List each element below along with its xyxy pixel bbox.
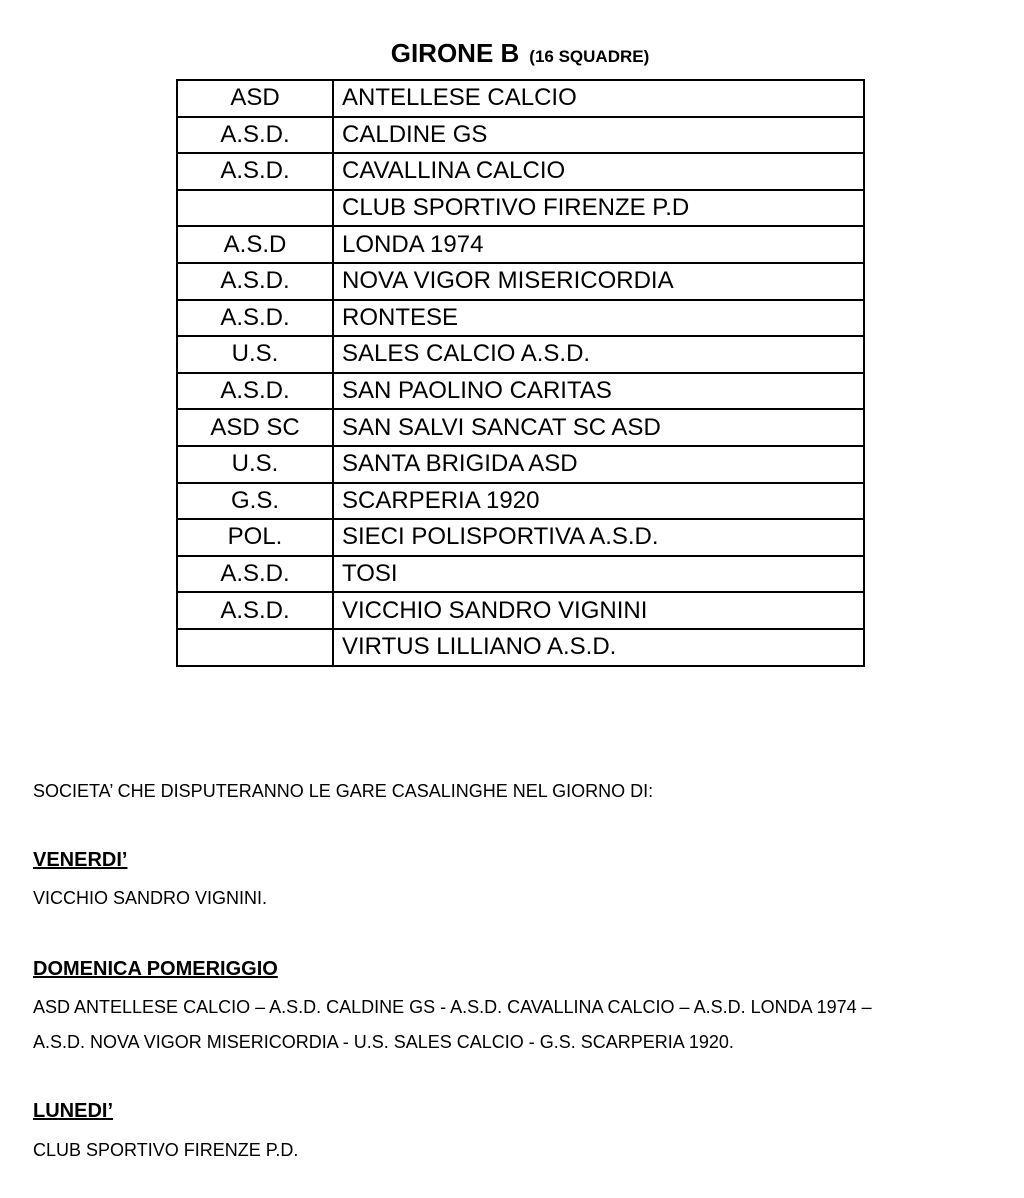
team-name: RONTESE bbox=[333, 300, 864, 337]
team-prefix bbox=[177, 629, 333, 666]
sunday-teams-line: A.S.D. NOVA VIGOR MISERICORDIA - U.S. SALES CALCIO - G.S. SCARPERIA 1920. bbox=[33, 1032, 734, 1052]
table-row bbox=[177, 556, 864, 593]
team-name: CALDINE GS bbox=[333, 117, 864, 154]
team-name: LONDA 1974 bbox=[333, 226, 864, 263]
team-count: (16 SQUADRE) bbox=[529, 47, 650, 66]
friday-teams bbox=[33, 881, 267, 916]
monday-heading: LUNEDI’ bbox=[33, 1100, 113, 1122]
table-row bbox=[177, 117, 864, 154]
team-prefix: A.S.D. bbox=[177, 117, 333, 154]
table-row bbox=[177, 336, 864, 373]
group-title: GIRONE B bbox=[390, 38, 520, 68]
team-prefix: A.S.D. bbox=[177, 153, 333, 190]
team-prefix: A.S.D. bbox=[177, 592, 333, 629]
table-row bbox=[177, 519, 864, 556]
team-prefix: U.S. bbox=[177, 336, 333, 373]
team-prefix: A.S.D bbox=[177, 226, 333, 263]
table-row bbox=[177, 153, 864, 190]
monday-teams-line: CLUB SPORTIVO FIRENZE P.D. bbox=[33, 1140, 299, 1160]
team-name: TOSI bbox=[333, 556, 864, 593]
sunday-afternoon-teams bbox=[33, 990, 872, 1060]
team-prefix bbox=[177, 190, 333, 227]
team-prefix: POL. bbox=[177, 519, 333, 556]
team-prefix: ASD bbox=[177, 80, 333, 117]
team-prefix: U.S. bbox=[177, 446, 333, 483]
team-name: VIRTUS LILLIANO A.S.D. bbox=[333, 629, 864, 666]
team-name: SAN SALVI SANCAT SC ASD bbox=[333, 409, 864, 446]
team-name: SALES CALCIO A.S.D. bbox=[333, 336, 864, 373]
table-row bbox=[177, 80, 864, 117]
team-name: NOVA VIGOR MISERICORDIA bbox=[333, 263, 864, 300]
team-name: SIECI POLISPORTIVA A.S.D. bbox=[333, 519, 864, 556]
page-title bbox=[0, 38, 1024, 69]
team-prefix: G.S. bbox=[177, 483, 333, 520]
table-row bbox=[177, 483, 864, 520]
team-name: SAN PAOLINO CARITAS bbox=[333, 373, 864, 410]
table-row bbox=[177, 300, 864, 337]
sunday-afternoon-heading: DOMENICA POMERIGGIO bbox=[33, 958, 278, 980]
team-name: VICCHIO SANDRO VIGNINI bbox=[333, 592, 864, 629]
table-row bbox=[177, 592, 864, 629]
table-row bbox=[177, 263, 864, 300]
table-row bbox=[177, 409, 864, 446]
team-name: SANTA BRIGIDA ASD bbox=[333, 446, 864, 483]
friday-heading: VENERDI’ bbox=[33, 849, 128, 871]
table-row bbox=[177, 226, 864, 263]
team-prefix: A.S.D. bbox=[177, 263, 333, 300]
team-name: SCARPERIA 1920 bbox=[333, 483, 864, 520]
sunday-teams-line: ASD ANTELLESE CALCIO – A.S.D. CALDINE GS - A.S.D. CAVALLINA CALCIO – A.S.D. LONDA 1974 – bbox=[33, 997, 872, 1017]
friday-teams-line: VICCHIO SANDRO VIGNINI. bbox=[33, 888, 268, 908]
team-prefix: A.S.D. bbox=[177, 556, 333, 593]
team-prefix: A.S.D. bbox=[177, 373, 333, 410]
team-name: ANTELLESE CALCIO bbox=[333, 80, 864, 117]
monday-teams bbox=[33, 1133, 298, 1168]
team-prefix: ASD SC bbox=[177, 409, 333, 446]
table-row bbox=[177, 446, 864, 483]
home-games-intro: SOCIETA’ CHE DISPUTERANNO LE GARE CASALINGHE NEL GIORNO DI: bbox=[33, 781, 654, 801]
team-prefix: A.S.D. bbox=[177, 300, 333, 337]
teams-table bbox=[176, 79, 865, 667]
team-name: CAVALLINA CALCIO bbox=[333, 153, 864, 190]
table-row bbox=[177, 373, 864, 410]
table-row bbox=[177, 190, 864, 227]
table-row bbox=[177, 629, 864, 666]
team-name: CLUB SPORTIVO FIRENZE P.D bbox=[333, 190, 864, 227]
